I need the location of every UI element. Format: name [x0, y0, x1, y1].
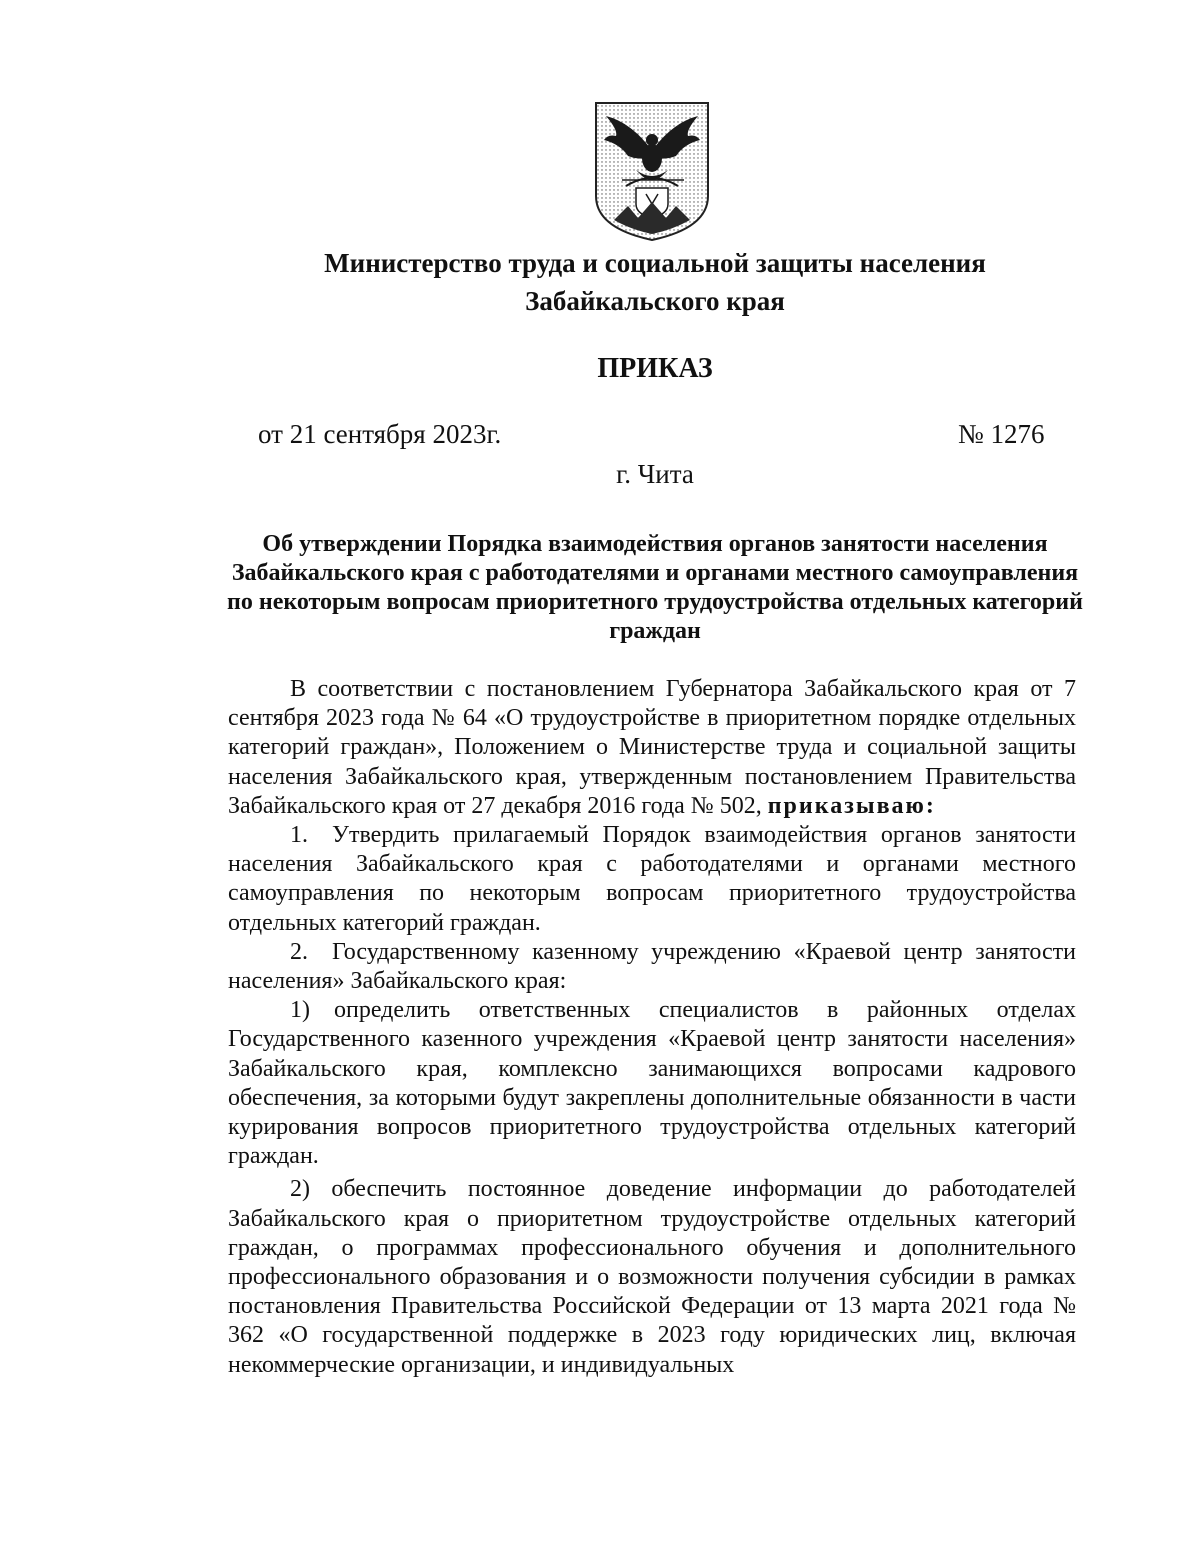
preamble-text: В соответствии с постановлением Губернатора Забайкальского края от 7 сентября 2023 года № 64 «О трудоустройстве в приоритетном порядке отдельных категорий граждан», Положением о Министерстве труда и социальной защиты населения Забайкальского края, утвержденным постановлением Правительства Забайкальского края от 27 декабря 2016 года № 502,	[228, 676, 1076, 819]
order-word: приказываю:	[767, 792, 936, 819]
ministry-name-line1: Министерство труда и социальной защиты населения	[324, 248, 986, 278]
document-subject: Об утверждении Порядка взаимодействия органов занятости населения Забайкальского края с работодателями и органами местного самоуправления по некоторым вопросам приоритетного трудоустройства отдельных категорий граждан	[227, 531, 1083, 644]
item-2-paragraph: 2. Государственному казенному учреждению «Краевой центр занятости населения» Забайкальского края:	[228, 938, 1076, 995]
coat-of-arms-icon	[592, 100, 712, 242]
item-2-1-paragraph: 1) определить ответственных специалистов в районных отделах Государственного казенного учреждения «Краевой центр занятости населения» Забайкальского края, комплексно занимающихся вопросами кадрового обеспечения, за которыми будут закреплены дополнительные обязанности в части курирования вопросов приоритетного трудоустройства отдельных категорий граждан.	[228, 997, 1076, 1170]
document-number: № 1276	[958, 419, 1045, 449]
item-1-paragraph: 1. Утвердить прилагаемый Порядок взаимодействия органов занятости населения Забайкальского края с работодателями и органами местного самоуправления по некоторым вопросам приоритетного трудоустройства отдельных категорий граждан.	[228, 822, 1076, 936]
document-city: г. Чита	[616, 459, 694, 489]
preamble-paragraph	[228, 675, 1076, 821]
ministry-name-line2: Забайкальского края	[525, 286, 785, 316]
item-2-2-paragraph: 2) обеспечить постоянное доведение информации до работодателей Забайкальского края о приоритетном трудоустройстве отдельных категорий граждан, о программах профессионального обучения и дополнительного профессионального образования и о возможности получения субсидии в рамках постановления Правительства Российской Федерации от 13 марта 2021 года № 362 «О государственной поддержке в 2023 году юридических лиц, включая некоммерческие организации, и индивидуальных	[228, 1176, 1076, 1378]
document-date: от 21 сентября 2023г.	[258, 419, 502, 449]
document-body	[228, 675, 1076, 1380]
document-type-title: ПРИКАЗ	[597, 353, 713, 384]
